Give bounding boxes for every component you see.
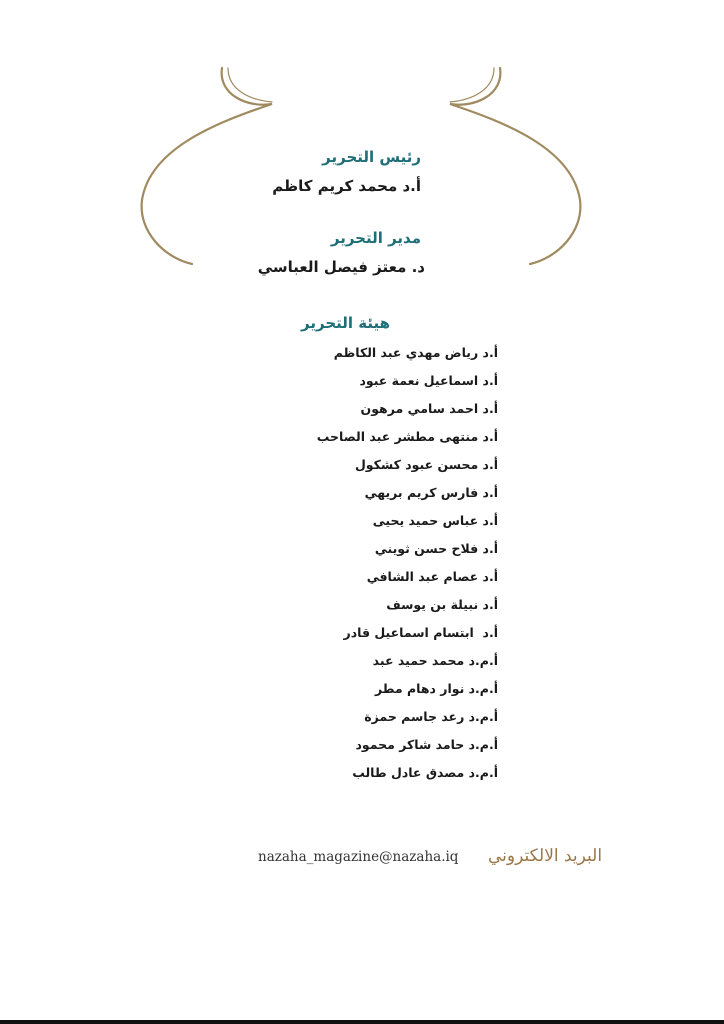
board-member: أ.د عصام عبد الشافي: [366, 569, 498, 584]
managing-editor-name-wrap: [258, 258, 425, 276]
contact-email-label: البريد الالكتروني: [488, 846, 603, 866]
managing-editor-section: [331, 229, 421, 247]
board-member: أ.م.د محمد حميد عبد: [372, 653, 498, 668]
board-member: أ.م.د مصدق عادل طالب: [352, 765, 498, 780]
editorial-board-label: هيئة التحرير: [301, 314, 390, 332]
board-member: أ.د ابتسام اسماعيل قادر: [343, 625, 498, 640]
editor-in-chief-section: [322, 148, 421, 166]
editorial-board-section: [301, 314, 390, 332]
editor-in-chief-label: رئيس التحرير: [322, 148, 421, 166]
board-member: أ.د عباس حميد يحيى: [372, 513, 498, 528]
contact-email[interactable]: nazaha_magazine@nazaha.iq: [258, 849, 459, 865]
board-member: أ.د منتهى مطشر عبد الصاحب: [316, 429, 498, 444]
board-member: أ.م.د نوار دهام مطر: [374, 681, 498, 696]
board-member: أ.د اسماعيل نعمة عبود: [359, 373, 498, 388]
board-member: أ.د فارس كريم بريهي: [364, 485, 498, 500]
board-member: أ.م.د حامد شاكر محمود: [355, 737, 498, 752]
board-member: أ.م.د رعد جاسم حمزة: [364, 709, 498, 724]
board-member: أ.د نبيلة بن يوسف: [386, 597, 498, 612]
editor-in-chief-name: أ.د محمد كريم كاظم: [272, 177, 421, 195]
board-member: أ.د احمد سامي مرهون: [360, 401, 498, 416]
board-member: أ.د محسن عبود كشكول: [354, 457, 498, 472]
bottom-border: [0, 1020, 724, 1024]
editor-in-chief-name-wrap: [272, 177, 421, 195]
board-member: أ.د فلاح حسن ثويني: [374, 541, 498, 556]
managing-editor-label: مدير التحرير: [330, 229, 421, 247]
managing-editor-name: د. معتز فيصل العباسي: [257, 258, 425, 276]
board-member: أ.د رياض مهدي عبد الكاظم: [333, 345, 498, 360]
